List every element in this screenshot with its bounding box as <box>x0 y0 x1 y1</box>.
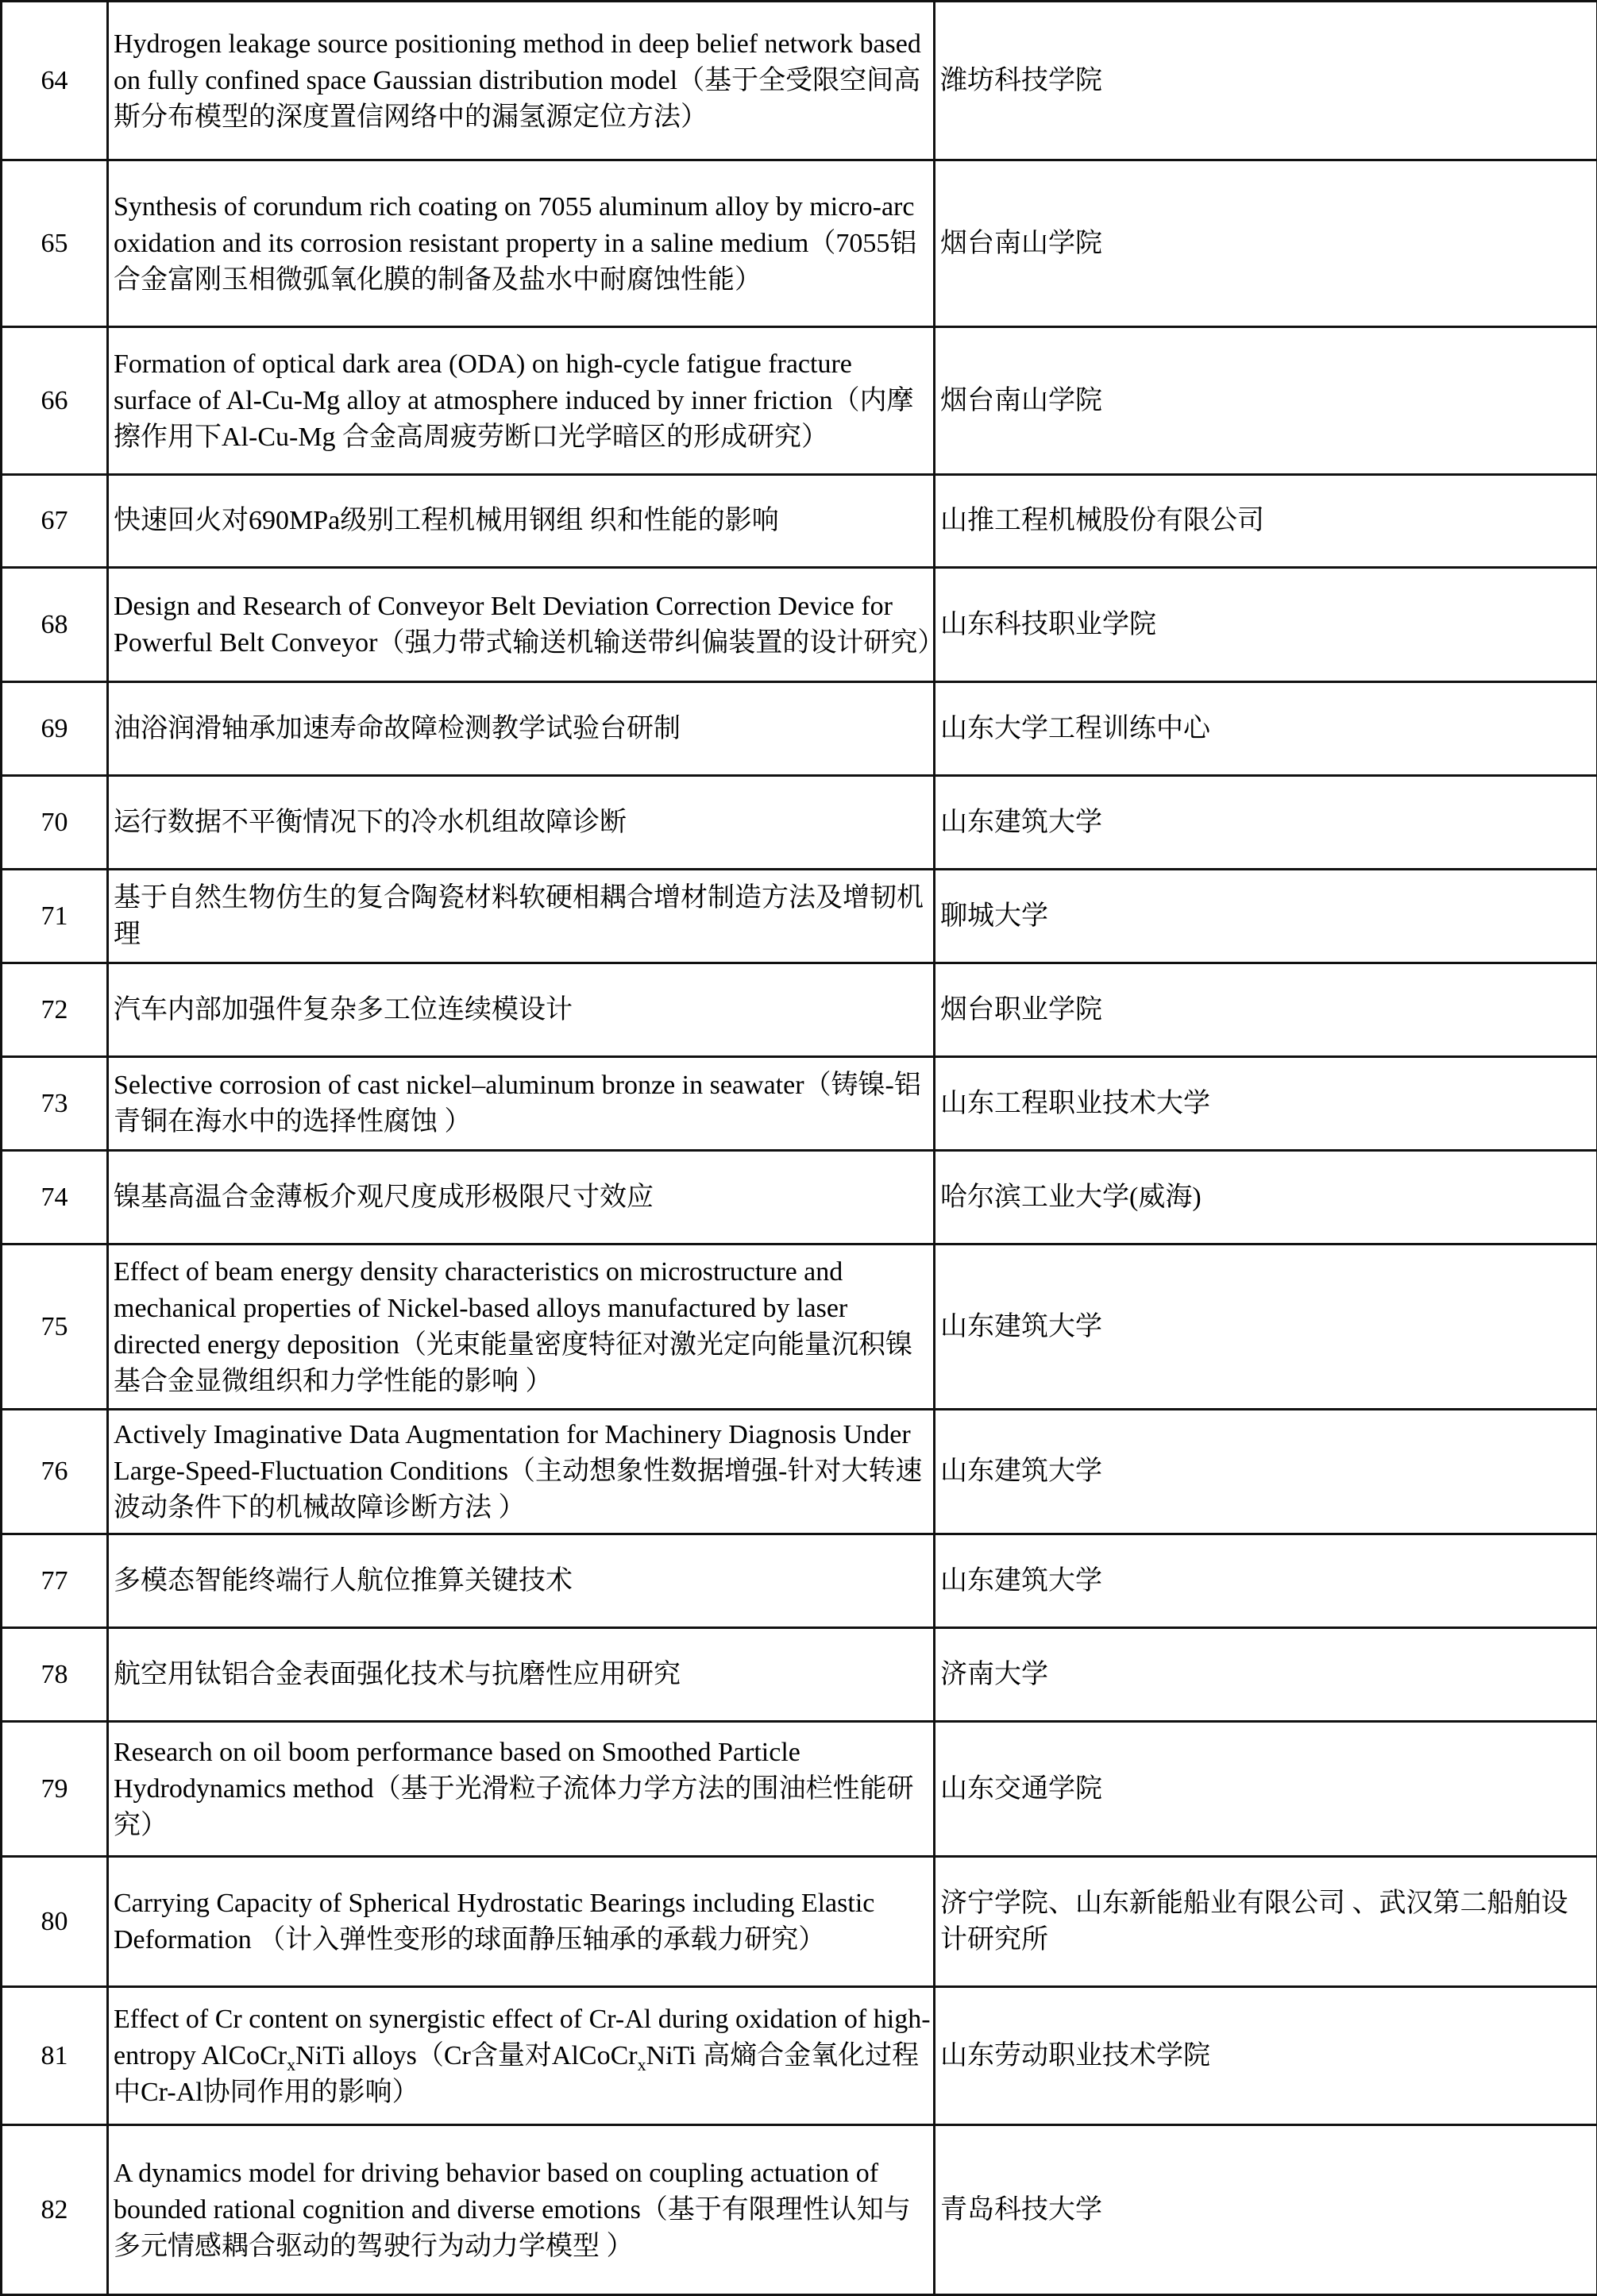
table-row <box>2 1151 1597 1244</box>
organization: 济宁学院、山东新能船业有限公司 、武汉第二船舶设计研究所 <box>935 1857 1597 1987</box>
organization: 青岛科技大学 <box>935 2125 1597 2295</box>
project-title: 镍基高温合金薄板介观尺度成形极限尺寸效应 <box>108 1151 935 1244</box>
organization: 聊城大学 <box>935 870 1597 963</box>
organization: 烟台南山学院 <box>935 160 1597 327</box>
row-number: 75 <box>2 1244 108 1410</box>
row-number: 82 <box>2 2125 108 2295</box>
title-part: NiTi alloys（Cr含量对AlCoCr <box>295 2040 638 2070</box>
project-title: Synthesis of corundum rich coating on 7055 aluminum alloy by micro-arc oxidation and its corrosion resistant property in a saline medium（7055铝合金富刚玉相微弧氧化膜的制备及盐水中耐腐蚀性能） <box>108 160 935 327</box>
row-number: 79 <box>2 1722 108 1857</box>
row-number: 81 <box>2 1987 108 2125</box>
project-title: 汽车内部加强件复杂多工位连续模设计 <box>108 963 935 1057</box>
project-title: Design and Research of Conveyor Belt Deviation Correction Device for Powerful Belt Conveyor（强力带式输送机输送带纠偏装置的设计研究） <box>108 568 935 682</box>
table-row <box>2 1244 1597 1410</box>
organization: 济南大学 <box>935 1628 1597 1722</box>
subscript: x <box>637 2054 646 2074</box>
subscript: x <box>287 2054 296 2074</box>
row-number: 68 <box>2 568 108 682</box>
project-title: 航空用钛铝合金表面强化技术与抗磨性应用研究 <box>108 1628 935 1722</box>
project-title: Selective corrosion of cast nickel–aluminum bronze in seawater（铸镍-铝青铜在海水中的选择性腐蚀 ） <box>108 1057 935 1151</box>
row-number: 69 <box>2 682 108 776</box>
table-row <box>2 1410 1597 1534</box>
row-number: 65 <box>2 160 108 327</box>
title-part: NiTi 高熵合金氧化过程中Cr-Al协同作用的影响） <box>114 2040 920 2107</box>
table-row <box>2 963 1597 1057</box>
table-body <box>2 2 1597 2295</box>
organization: 山东建筑大学 <box>935 1410 1597 1534</box>
row-number: 78 <box>2 1628 108 1722</box>
organization: 山东建筑大学 <box>935 776 1597 870</box>
row-number: 77 <box>2 1534 108 1628</box>
project-title: Effect of beam energy density characteristics on microstructure and mechanical properties of Nickel-based alloys manufactured by laser directed energy deposition（光束能量密度特征对激光定向能量沉积镍基合金显微组织和力学性能的影响 ） <box>108 1244 935 1410</box>
row-number: 66 <box>2 327 108 475</box>
project-title: Carrying Capacity of Spherical Hydrostatic Bearings including Elastic Deformation （计入弹性变形的球面静压轴承的承载力研究） <box>108 1857 935 1987</box>
row-number: 74 <box>2 1151 108 1244</box>
organization: 山东交通学院 <box>935 1722 1597 1857</box>
row-number: 80 <box>2 1857 108 1987</box>
table-row <box>2 870 1597 963</box>
row-number: 72 <box>2 963 108 1057</box>
organization: 烟台职业学院 <box>935 963 1597 1057</box>
project-title: 多模态智能终端行人航位推算关键技术 <box>108 1534 935 1628</box>
project-title: 运行数据不平衡情况下的冷水机组故障诊断 <box>108 776 935 870</box>
organization: 烟台南山学院 <box>935 327 1597 475</box>
project-title: 基于自然生物仿生的复合陶瓷材料软硬相耦合增材制造方法及增韧机理 <box>108 870 935 963</box>
row-number: 73 <box>2 1057 108 1151</box>
organization: 山东大学工程训练中心 <box>935 682 1597 776</box>
project-title: Actively Imaginative Data Augmentation for Machinery Diagnosis Under Large-Speed-Fluctuation Conditions（主动想象性数据增强-针对大转速波动条件下的机械故障诊断方法 ） <box>108 1410 935 1534</box>
table-row <box>2 475 1597 568</box>
title-part: Effect of Cr content on synergistic effect of Cr-Al during oxidation of high-entropy AlCoCr <box>114 2004 931 2070</box>
row-number: 70 <box>2 776 108 870</box>
organization: 山东建筑大学 <box>935 1244 1597 1410</box>
project-title: Hydrogen leakage source positioning method in deep belief network based on fully confined space Gaussian distribution model（基于全受限空间高斯分布模型的深度置信网络中的漏氢源定位方法） <box>108 2 935 160</box>
table-row <box>2 776 1597 870</box>
table-row <box>2 1628 1597 1722</box>
table-row <box>2 1534 1597 1628</box>
organization: 山东劳动职业技术学院 <box>935 1987 1597 2125</box>
project-title: Formation of optical dark area (ODA) on high-cycle fatigue fracture surface of Al-Cu-Mg alloy at atmosphere induced by inner friction（内摩擦作用下Al-Cu-Mg 合金高周疲劳断口光学暗区的形成研究） <box>108 327 935 475</box>
table-row <box>2 1057 1597 1151</box>
table-row <box>2 568 1597 682</box>
organization: 潍坊科技学院 <box>935 2 1597 160</box>
project-title: A dynamics model for driving behavior based on coupling actuation of bounded rational cognition and diverse emotions（基于有限理性认知与多元情感耦合驱动的驾驶行为动力学模型 ） <box>108 2125 935 2295</box>
project-title: Research on oil boom performance based on Smoothed Particle Hydrodynamics method（基于光滑粒子流体力学方法的围油栏性能研究） <box>108 1722 935 1857</box>
organization: 山东工程职业技术大学 <box>935 1057 1597 1151</box>
organization: 山东科技职业学院 <box>935 568 1597 682</box>
table-row <box>2 2125 1597 2295</box>
table-row <box>2 2 1597 160</box>
table-row <box>2 1722 1597 1857</box>
organization: 山东建筑大学 <box>935 1534 1597 1628</box>
row-number: 64 <box>2 2 108 160</box>
organization: 山推工程机械股份有限公司 <box>935 475 1597 568</box>
table-row <box>2 1987 1597 2125</box>
project-title: 快速回火对690MPa级别工程机械用钢组 织和性能的影响 <box>108 475 935 568</box>
table-row <box>2 1857 1597 1987</box>
table-row <box>2 682 1597 776</box>
row-number: 71 <box>2 870 108 963</box>
table-row <box>2 160 1597 327</box>
project-title: 油浴润滑轴承加速寿命故障检测教学试验台研制 <box>108 682 935 776</box>
table-row <box>2 327 1597 475</box>
organization: 哈尔滨工业大学(威海) <box>935 1151 1597 1244</box>
project-title <box>108 1987 935 2125</box>
row-number: 67 <box>2 475 108 568</box>
row-number: 76 <box>2 1410 108 1534</box>
